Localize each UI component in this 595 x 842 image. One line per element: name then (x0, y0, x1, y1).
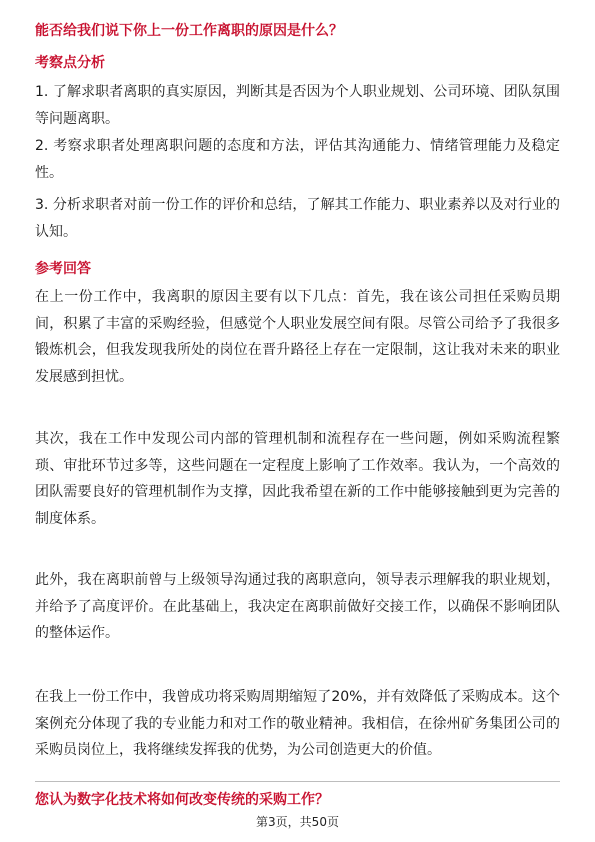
answer-heading: 参考回答 (35, 261, 91, 277)
next-question-title: 您认为数字化技术将如何改变传统的采购工作？ (35, 792, 329, 808)
answer-paragraph-3: 此外，我在离职前曾与上级领导沟通过我的离职意向，领导表示理解我的职业规划，并给予了高度评价。在此基础上，我决定在离职前做好交接工作，以确保不影响团队的整体运作。 (35, 572, 560, 641)
page-number: 第3页，共50页 (256, 815, 339, 829)
question-title: 能否给我们说下你上一份工作离职的原因是什么？ (35, 23, 343, 39)
answer-paragraph-2: 其次，我在工作中发现公司内部的管理机制和流程存在一些问题，例如采购流程繁琐、审批环节过多等，这些问题在一定程度上影响了工作效率。我认为，一个高效的团队需要良好的管理机制作为支撑，因此我希望在新的工作中能够接触到更为完善的制度体系。 (35, 431, 560, 527)
analysis-point-1: 1. 了解求职者离职的真实原因，判断其是否因为个人职业规划、公司环境、团队氛围等问题离职。 (35, 84, 560, 127)
analysis-point-3: 3. 分析求职者对前一份工作的评价和总结，了解其工作能力、职业素养以及对行业的认知。 (35, 197, 560, 240)
analysis-point-2: 2. 考察求职者处理离职问题的态度和方法，评估其沟通能力、情绪管理能力及稳定性。 (35, 138, 560, 181)
answer-paragraph-1: 在上一份工作中，我离职的原因主要有以下几点：首先，我在该公司担任采购员期间，积累了丰富的采购经验，但感觉个人职业发展空间有限。尽管公司给予了我很多锻炼机会，但我发现我所处的岗位在晋升路径上存在一定限制，这让我对未来的职业发展感到担忧。 (35, 289, 560, 385)
section-divider (35, 781, 560, 782)
analysis-heading: 考察点分析 (35, 55, 105, 71)
answer-paragraph-4: 在我上一份工作中，我曾成功将采购周期缩短了20%，并有效降低了采购成本。这个案例充分体现了我的专业能力和对工作的敬业精神。我相信，在徐州矿务集团公司的采购员岗位上，我将继续发挥我的优势，为公司创造更大的价值。 (35, 689, 560, 758)
